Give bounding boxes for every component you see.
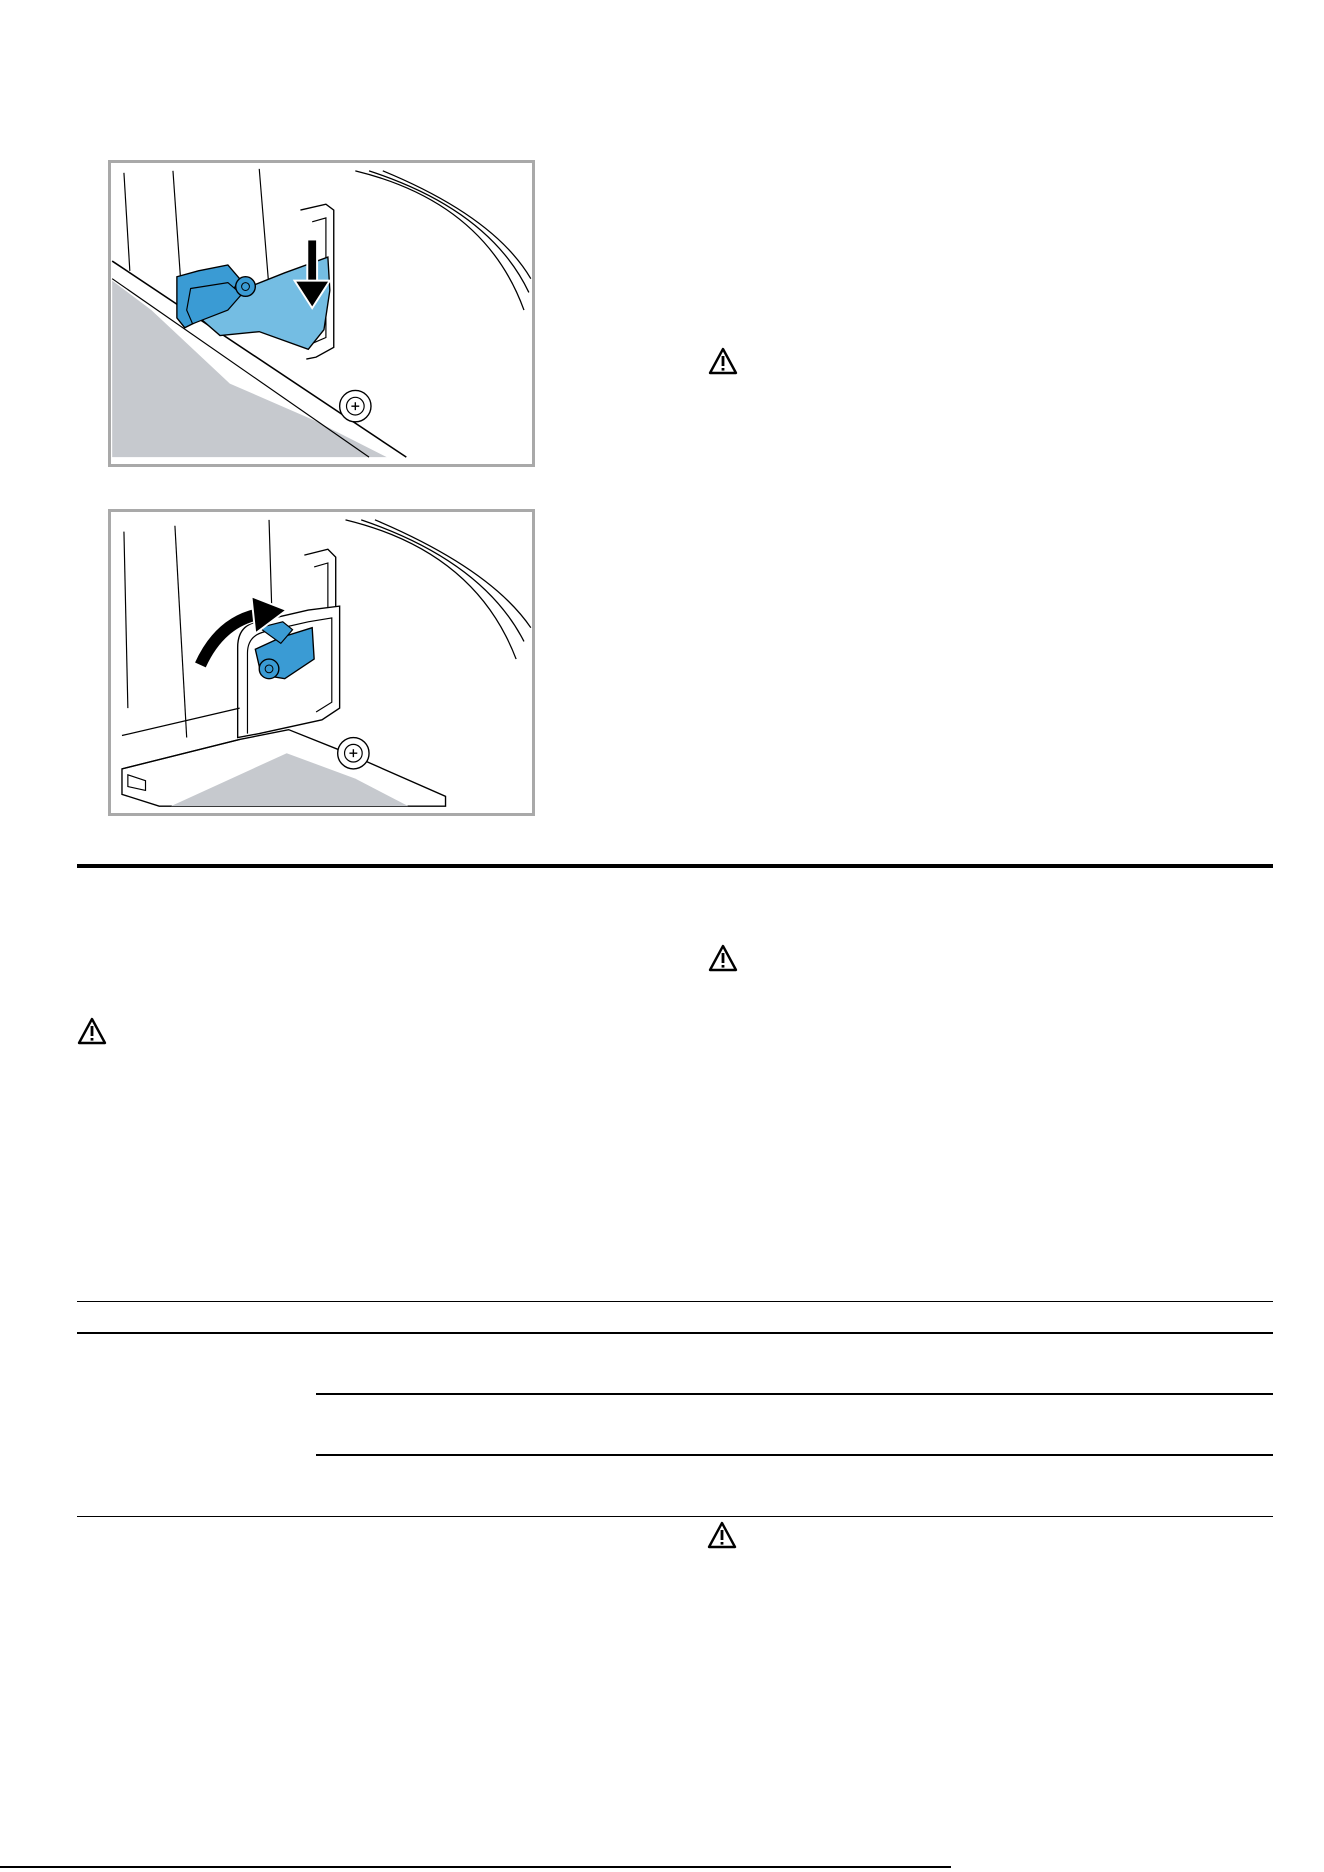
warning-triangle-icon — [707, 1521, 737, 1549]
warning-triangle-icon — [708, 944, 738, 972]
footer-rule — [0, 1866, 951, 1868]
table-row-rule — [316, 1393, 1273, 1395]
illustration-press-latch — [108, 160, 535, 467]
table-bottom-rule — [77, 1516, 1273, 1517]
table-header-rule — [77, 1332, 1273, 1334]
section-divider — [77, 864, 1273, 868]
warning-triangle-icon — [708, 347, 738, 375]
illustration-rotate-latch — [108, 509, 535, 816]
table-top-rule — [77, 1301, 1273, 1302]
table-row-rule — [316, 1454, 1273, 1456]
warning-triangle-icon — [77, 1017, 107, 1045]
